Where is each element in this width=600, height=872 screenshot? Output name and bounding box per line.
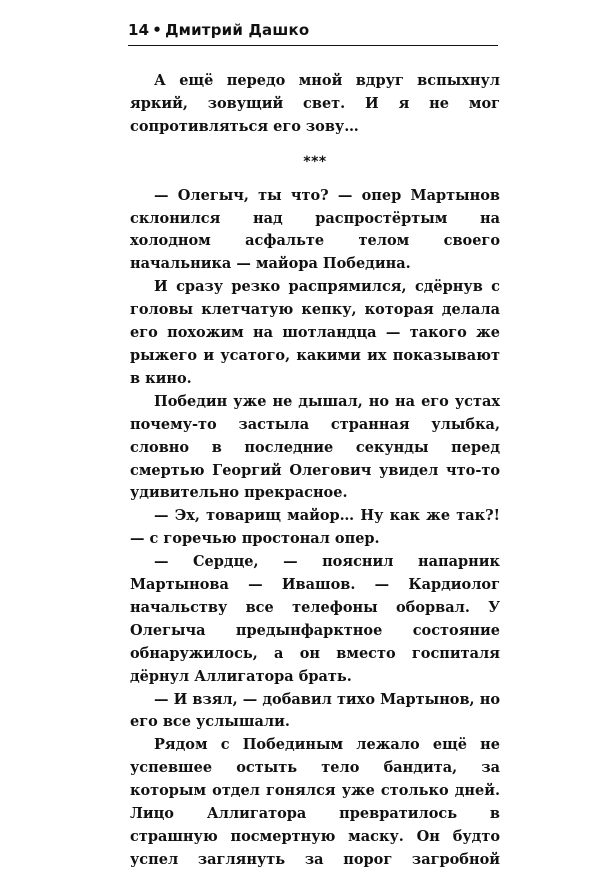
paragraph: — Сердце, — пояснил напарник Мартынова — Ивашов. — Кардиолог начальству все телефоны оборвал. У Олегыча предынфарктное состояние обнаружилось, а он вместо госпиталя дёрнул Аллигатора брать. xyxy=(130,553,500,685)
paragraph: — Эх, товарищ майор… Ну как же так?! — с горечью простонал опер. xyxy=(130,507,500,548)
page-number: 14 xyxy=(128,21,150,39)
paragraph: Рядом с Побединым лежало ещё не успевшее остыть тело бандита, за которым отдел гонялся уже столько дней. Лицо Аллигатора превратилось в страшную посмертную маску. Он будто успел заглянуть за порог загробной xyxy=(130,736,500,868)
paragraph: И сразу резко распрямился, сдёрнув с головы клетчатую кепку, которая делала его похожим на шотландца — такого же рыжего и усатого, какими их показывают в кино. xyxy=(130,278,500,387)
running-header xyxy=(128,20,498,44)
paragraph: — И взял, — добавил тихо Мартынов, но его все услышали. xyxy=(130,690,500,731)
paragraph: Победин уже не дышал, но на его устах почему-то застыла странная улыбка, словно в последние секунды перед смертью Георгий Олегович увидел что-то удивительно прекрасное. xyxy=(130,392,500,502)
author-name: Дмитрий Дашко xyxy=(165,21,310,39)
header-separator: • xyxy=(152,21,163,39)
body-text xyxy=(130,70,500,872)
paragraph: — Олегыч, ты что? — опер Мартынов склонился над распростёртым на холодном асфальте телом своего начальника — майора Победина. xyxy=(130,186,500,273)
section-divider: *** xyxy=(303,153,327,170)
header-rule xyxy=(128,45,498,46)
paragraph: А ещё передо мной вдруг вспыхнул яркий, зовущий свет. И я не мог сопротивляться его зову… xyxy=(130,72,500,135)
